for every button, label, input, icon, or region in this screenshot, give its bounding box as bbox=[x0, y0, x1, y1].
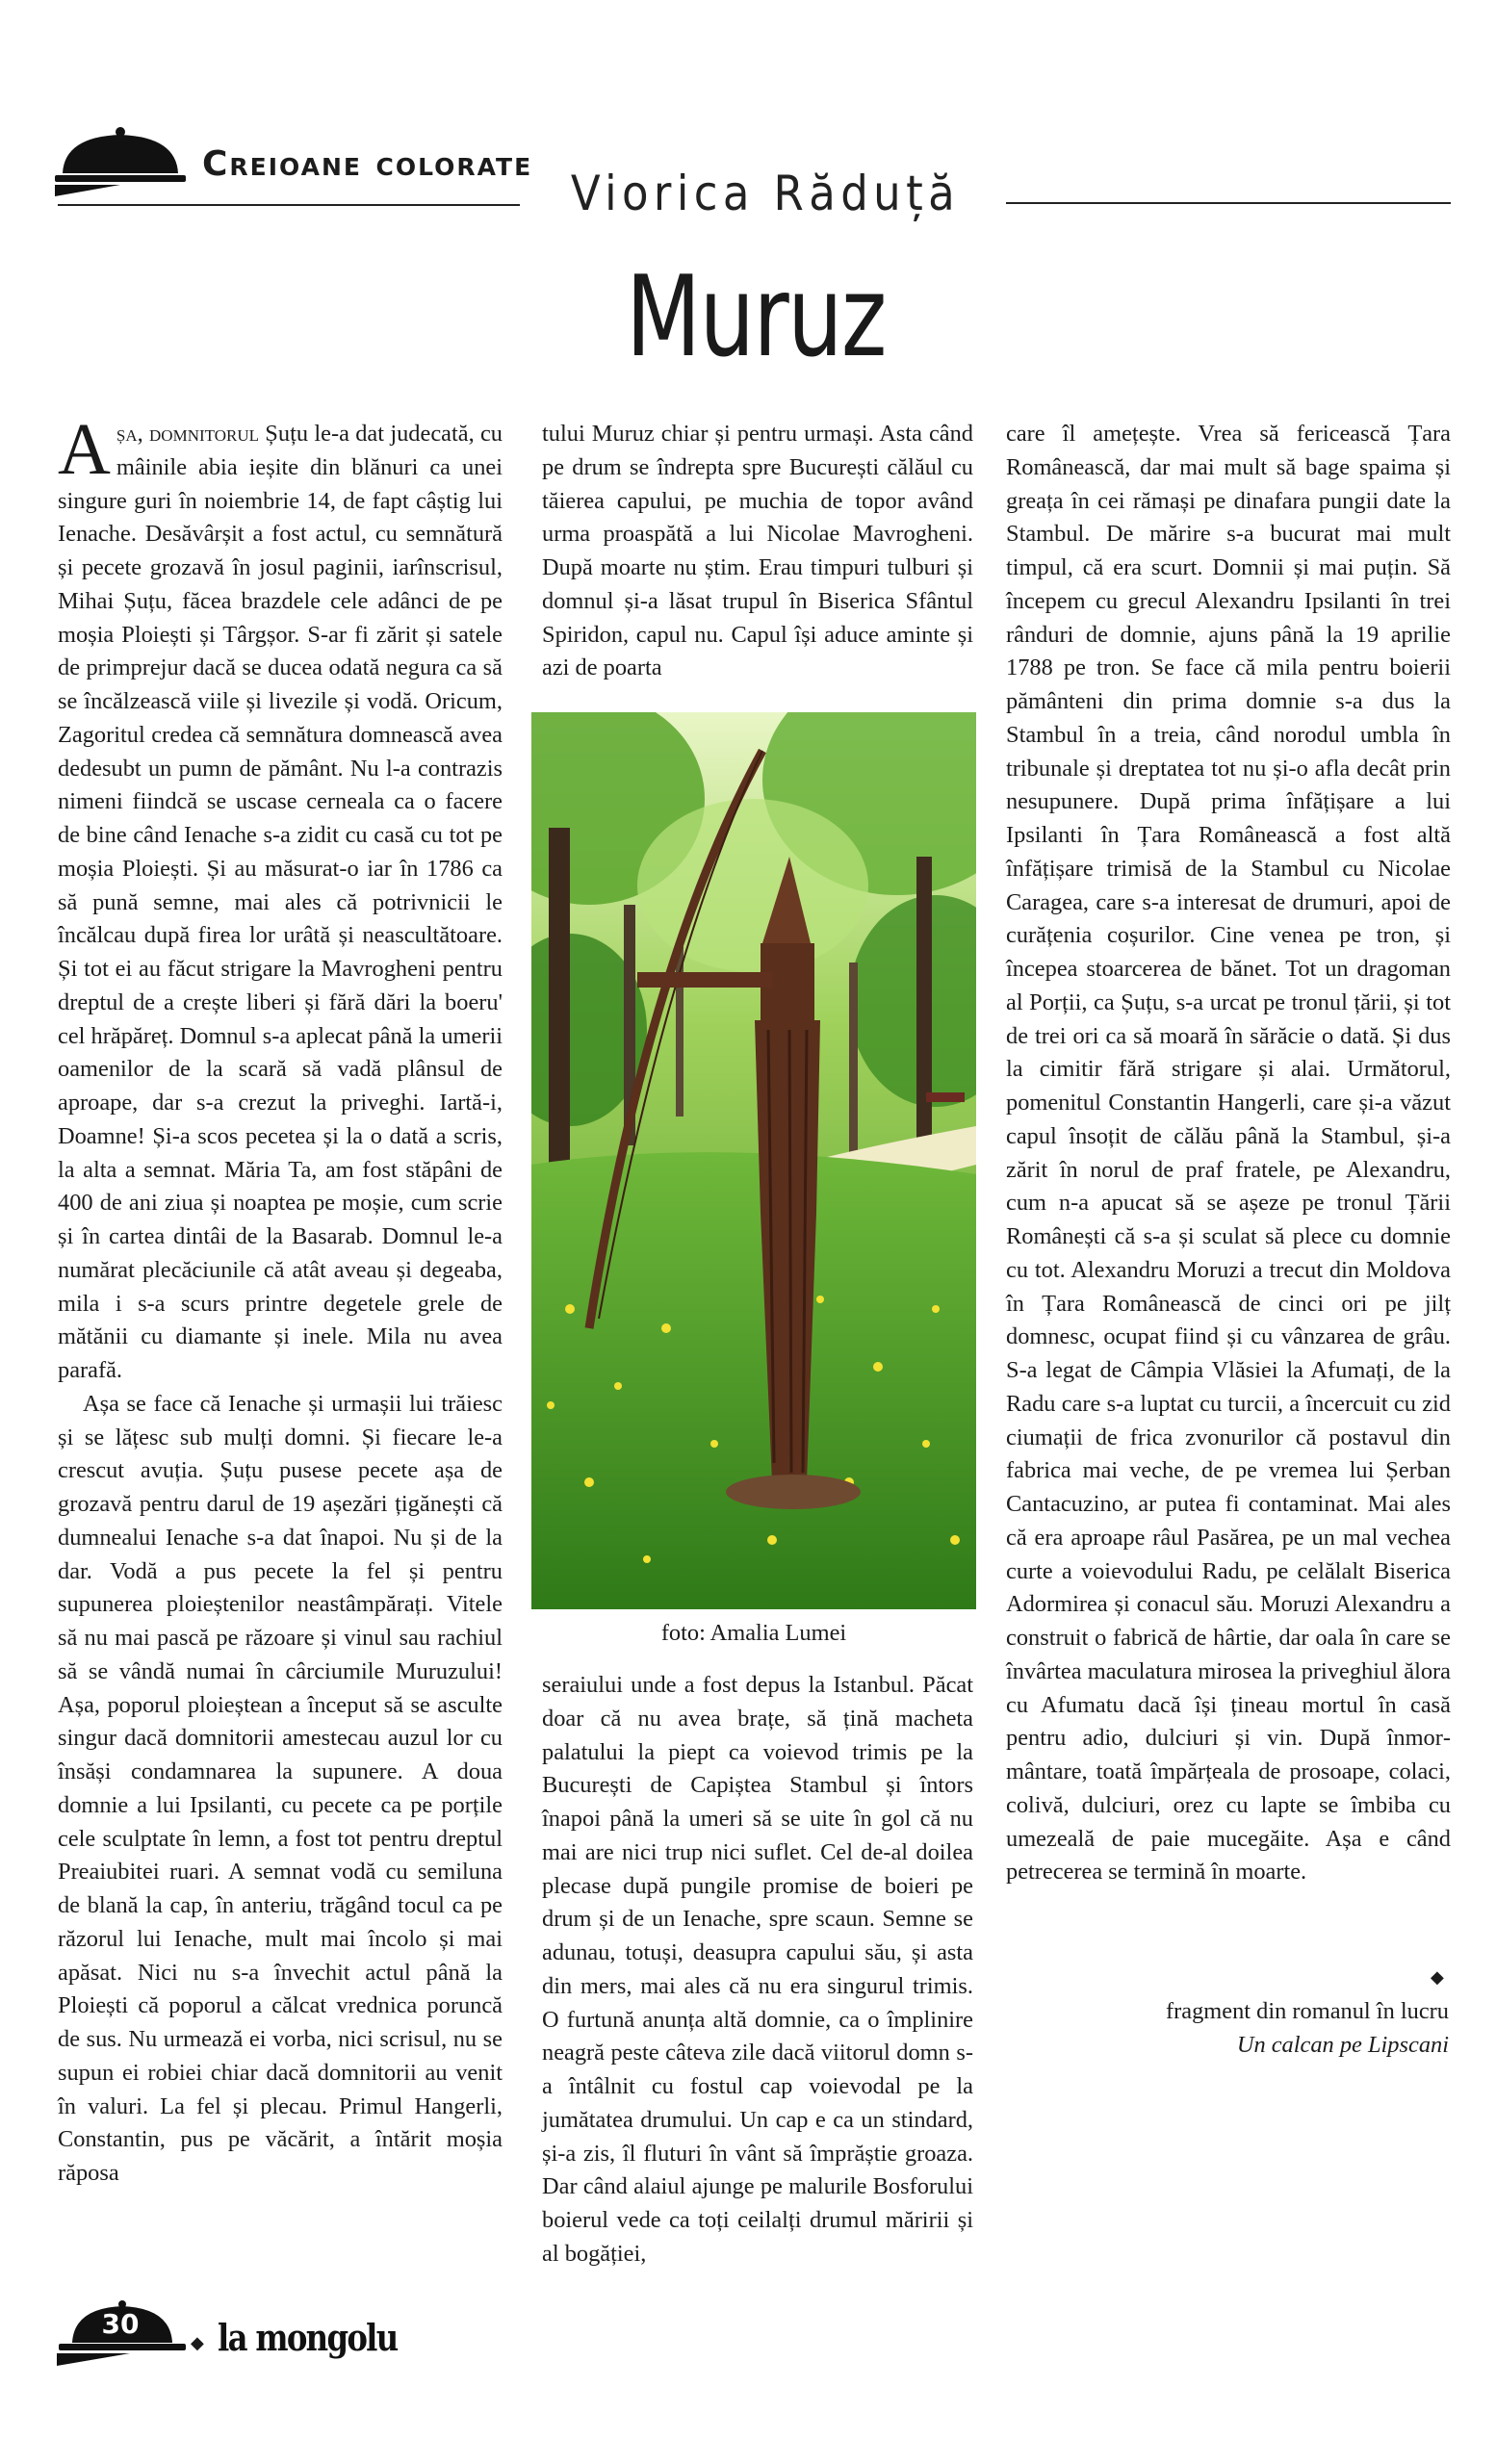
photo-caption: foto: Amalia Lumei bbox=[660, 1620, 847, 1646]
drop-cap: A bbox=[58, 409, 111, 490]
author-name: Viorica Răduță bbox=[570, 166, 961, 221]
header-rule-left bbox=[58, 204, 520, 206]
paragraph-1-text: Șuțu le-a dat judecată, cu mâinile abia ieșite din blănuri ca unei singure guri în noiembrie 14, de fapt câștig lui Ienache. Desăvârșit a fost actul, cu semnătură și pecete grozavă în josul paginii, iarînscrisul, Mihai Șuțu, făcea brazdele cele adânci de pe moșia Ploiești și Târgșor. S-ar fi zărit și satele de primprejur dacă se ducea odată negura ca să se încălzească viile și livezile și vodă. Oricum, Zagoritul credea că semnătura domnească avea dedesubt un pumn de pământ. Nu l-a contrazis nimeni fiindcă se uscase cerneala ca o facere de bine când Ienache s-a zidit cu casă cu tot pe moșia Ploiești. Și au măsurat-o iar în 1786 ca să pună semne, mai ales că potrivnicii le încălcau după firea lor urâtă și neascultătoare. Și tot ei au făcut strigare la Mavrogheni pentru dreptul de a crește liberi și fără dări la boeru' cel hrăpăreț. Domnul s-a aplecat până la umerii oamenilor de la scară să vadă plânsul de aproape, dar s-a crezut la priveghi. Iartă-i, Doamne! Și-a scos pecetea și la o dată a scris, la alta a semnat. Măria Ta, am fost stăpâni de 400 de ani ziua și noaptea pe moșie, cum scrie și în cartea dintâi de la Basarab. Domnul le-a numărat plecăciunile că atât aveau și degeaba, mila i s-a scurs printre degetele grele de mătănii cu diamante și inele. Mila nu avea parafă. bbox=[58, 421, 503, 1383]
column-2-top bbox=[542, 418, 973, 685]
magazine-brand: la mongolu bbox=[218, 2316, 398, 2359]
column-2-bottom bbox=[542, 1669, 973, 2272]
column-1 bbox=[58, 409, 503, 2191]
cloche-logo-icon bbox=[53, 123, 188, 200]
end-mark-icon: ◆ bbox=[1431, 1967, 1444, 1987]
column-2-bottom-text: seraiului unde a fost depus la Istanbul. Păcat doar că nu avea brațe, să țină macheta palatului la piept ca voievod trimis pe la București de Capiștea Stambul și întors înapoi până la umeri să se uite în gol că nu mai are nici trup nici suflet. Cel de-al doilea plecase după pungile promise de boieri pe drum și de un Ienache, spre scaun. Semne se adunau, totuși, deasupra capului său, și asta din mers, mai ales că nu era singurul trimis. O furtună anunța altă domnie, ca o împlinire neagră peste câteva zile dacă viitorul domn s-a întâlnit cu fostul cap voievodal pe la jumătatea drumului. Un cap e ca un stindard, și-a zis, îl fluturi în vânt să împrăștie groaza. Dar când alaiul ajunge pe malurile Bosforului boierul vede ca toți ceilalți drumul măririi și al bogăției, bbox=[542, 1672, 973, 2267]
column-3-text: care îl amețește. Vrea să fericească Țara Românească, dar mai mult să bage spaima și greața în cei rămași pe dinafara pungii date la Stambul. De mărire s-a bucurat mai mult timpul, că era scurt. Domnii și mai puțin. Să începem cu grecul Alexandru Ipsilanti în trei rânduri de domnie, ajuns până la 19 aprilie 1788 pe tron. Se face că mila pentru boierii pământeni din prima domnie s-a dus la Stambul în a treia, când norodul umbla în tribunale și dreptatea tot nu și-o afla decât prin nesupunere. După prima înfățișare a lui Ipsilanti în Țara Românească a fost altă înfățișare trimisă de la Stambul cu Nicolae Caragea, care s-a interesat de drumuri, apoi de curățenia coșurilor. Cine venea pe tron, și începea stoarcerea de bănet. Tot un dragoman al Porții, ca Șuțu, s-a urcat pe tronul țării, și tot de trei ori ca să moară în sărăcie o dată. Și dus la cimitir fără strigare și alai. Următorul, pomenitul Constantin Hangerli, care și-a văzut capul însoțit de călău până la Stambul, și-a zărit în norul de praf fratele, pe Alexandru, cum n-a apucat să se așeze pe tronul Țării Românești că s-a și sculat să plece cu domnie cu tot. Alexandru Moruzi a trecut din Moldova în Țara Românească de cinci ori pe jilț domnesc, ocupat fiind și cu vânzarea de grâu. S-a legat de Câmpia Vlăsiei la Afumați, de la Radu care s-a luptat cu turcii, a încercuit cu zid ciumații de frica zvonurilor că postavul din fabrica mai veche, de pe vremea lui Șerban Cantacuzino, ar putea fi contaminat. Mai ales că era aproape râul Pasărea, pe un mal vechea curte a voievodului Radu, pe celălalt Biserica Adormirea și conacul său. Moruzi Alexandru a construit o fabrică de hârtie, dar oala în care se învârtea maculatura mirosea la priveghiul ălora cu Afumatu dacă își țineau mortul în casă pentru adio, dulciuri și vin. După înmormântare, toată împărțeala de prosoape, colaci, colivă, dulciuri, orez cu lapte se îmbiba cu umezeală de paie mucegăite. Așa e când petrecerea se termină în moarte. bbox=[1006, 421, 1451, 1886]
source-note bbox=[1006, 1994, 1449, 2062]
source-line: fragment din romanul în lucru bbox=[1166, 1998, 1449, 2024]
section-name: Creioane colorate bbox=[202, 144, 533, 184]
column-2-top-text: tului Muruz chiar și pentru urmași. Asta când pe drum se îndrepta spre București călăul cu tăierea capului, pe muchia de topor având urma proaspătă a lui Nicolae Mavrogheni. După moarte nu știm. Erau timpuri tulburi și domnul și-a lăsat trupul în Biserica Sfântul Spiridon, capul nu. Capul își aduce aminte și azi de poarta bbox=[542, 421, 973, 681]
sculpture-photo bbox=[531, 712, 976, 1609]
page-number: 30 bbox=[101, 2308, 140, 2340]
paragraph-1 bbox=[58, 409, 503, 1388]
source-book: Un calcan pe Lipscani bbox=[1236, 2032, 1449, 2058]
column-3 bbox=[1006, 418, 1451, 1889]
lead-smallcaps: șa, domnitorul bbox=[116, 421, 259, 447]
footer-diamond-icon: ◆ bbox=[191, 2333, 204, 2352]
paragraph-2: Așa se face că Ienache și urmașii lui trăiesc și se lățesc sub mulți domni. Și fiecare le-a crescut avuția. Șuțu pusese pecete așa de grozavă pentru darul de 19 așezări țigănești că dumnealui Ienache s-a dat înapoi. Nu și de la dar. Vodă a pus pecete la fel și pentru supunerea ploieștenilor neastâmpărați. Vitele să nu mai pască pe răzoare și vinul sau rachiul să se vândă numai în cârciumile Muruzului! Așa, poporul ploieștean a început să se asculte singur dacă domnitorii amestecau auzul lor cu însăși condamnarea la supunere. A doua domnie a lui Ipsilanti, cu pecete ca pe porțile cele sculptate în lemn, a fost tot pentru dreptul Preaiubitei ruari. A semnat vodă cu semiluna de blană la cap, în anteriu, trăgând tocul ca pe răzorul lui Ienache, mult mai încolo și mai apăsat. Nici nu s-a învechit actul până la Ploiești că poporul a călcat vrednica poruncă de sus. Nu urmează ei vorba, nici scrisul, nu se supun ei robiei chiar dacă domnitorii au venit în valuri. La fel și plecau. Primul Hangerli, Constantin, pus pe văcărit, a întărit moșia răposa bbox=[58, 1390, 503, 2186]
header-rule-right bbox=[1006, 202, 1451, 204]
article-title: Muruz bbox=[626, 252, 886, 382]
